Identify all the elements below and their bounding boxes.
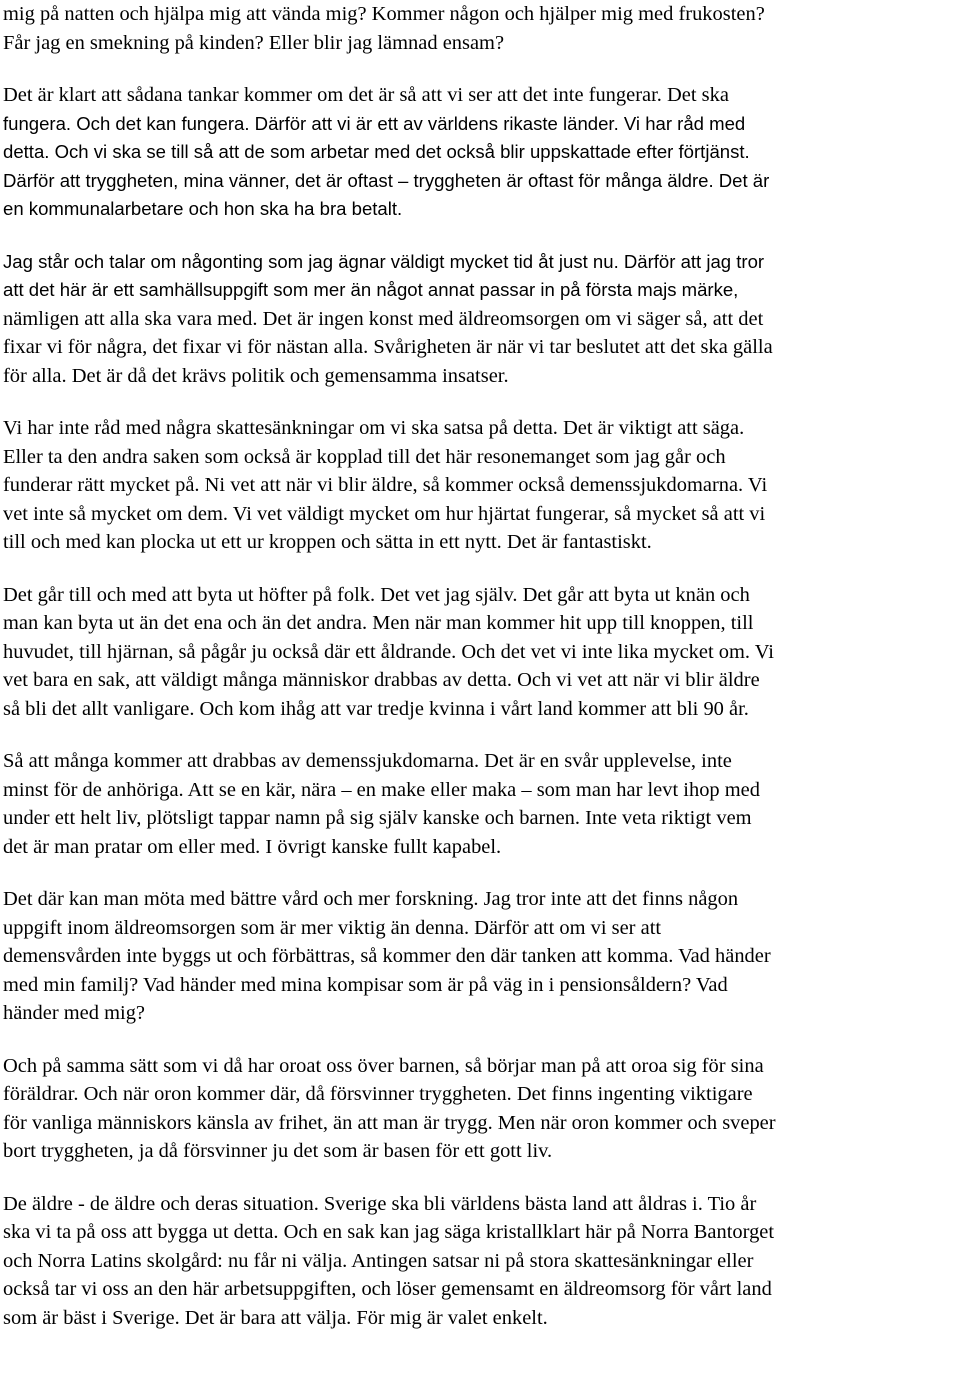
text-line: det är man pratar om eller med. I övrigt kanske fullt kapabel. xyxy=(3,835,502,858)
text-line: Det går till och med att byta ut höfter på folk. Det vet jag själv. Det går att byta ut knän och xyxy=(3,583,750,606)
text-line: föräldrar. Och när oron kommer där, då försvinner tryggheten. Det finns ingenting viktigare xyxy=(3,1083,753,1105)
text-line: minst för de anhöriga. Att se en kär, nära – en make eller maka – som man har levt ihop med xyxy=(3,778,761,801)
text-line: Så att många kommer att drabbas av demenssjukdomarna. Det är en svår upplevelse, inte xyxy=(3,750,732,772)
text-line: bort tryggheten, ja då försvinner ju det som är basen för ett gott liv. xyxy=(3,1140,553,1162)
paragraph xyxy=(3,747,955,861)
text-line: Det där kan man möta med bättre vård och mer forskning. Jag tror inte att det finns någon xyxy=(3,888,739,910)
paragraph xyxy=(3,414,955,557)
text-line: att det här är ett samhällsuppgift som mer än något annat passar in på första majs märke, xyxy=(3,279,739,300)
paragraph xyxy=(3,0,955,57)
text-line: vet bara en sak, att väldigt många människor drabbas av detta. Och vi vet att när vi blir äldre xyxy=(3,669,760,691)
text-line: funderar rätt mycket på. Ni vet att när vi blir äldre, så kommer också demenssjukdomarna. Vi xyxy=(3,474,768,496)
text-line: ska vi ta på oss att bygga ut detta. Och en sak kan jag säga kristallklart här på Norra Bantorget xyxy=(3,1221,775,1243)
text-line: Därför att tryggheten, mina vänner, det är oftast – tryggheten är oftast för många äldre. Det är xyxy=(3,169,770,191)
text-line: huvudet, till hjärnan, så pågår ju också där ett åldrande. Och det vet vi inte lika mycket om. Vi xyxy=(3,640,774,663)
text-line: en kommunalarbetare och hon ska ha bra betalt. xyxy=(3,198,403,219)
text-line: Och på samma sätt som vi då har oroat oss över barnen, så börjar man på att oroa sig för sina xyxy=(3,1054,764,1077)
text-line: händer med mig? xyxy=(3,1002,146,1024)
paragraph xyxy=(3,581,955,724)
text-line: Jag står och talar om någonting som jag ägnar väldigt mycket tid åt just nu. Därför att jag tror xyxy=(3,250,765,272)
paragraph xyxy=(3,81,955,224)
text-line: också tar vi oss an den här arbetsuppgiften, och löser gemensamt en äldreomsorg för vårt land xyxy=(3,1278,772,1300)
text-line: fixar vi för några, det fixar vi för nästan alla. Svårigheten är när vi tar beslutet att det ska gälla xyxy=(3,336,773,358)
text-line: som är bäst i Sverige. Det är bara att välja. För mig är valet enkelt. xyxy=(3,1306,548,1329)
text-line: detta. Och vi ska se till så att de som arbetar med det också blir uppskattade efter förtjänst. xyxy=(3,141,750,162)
document-body xyxy=(3,0,955,1356)
text-line: för alla. Det är då det krävs politik och gemensamma insatser. xyxy=(3,364,509,387)
text-line: för vanliga människors känsla av frihet, än att man är trygg. Men när oron kommer och sveper xyxy=(3,1111,776,1134)
text-line: nämligen att alla ska vara med. Det är ingen konst med äldreomsorgen om vi säger så, att det xyxy=(3,307,764,330)
text-line: med min familj? Vad händer med mina kompisar som är på väg in i pensionsåldern? Vad xyxy=(3,973,728,996)
text-line: Eller ta den andra saken som också är kopplad till det här resonemanget som jag går och xyxy=(3,445,726,468)
text-line: mig på natten och hjälpa mig att vända mig? Kommer någon och hjälper mig med frukosten? xyxy=(3,3,765,25)
text-line: uppgift inom äldreomsorgen som är mer viktig än denna. Därför att om vi ser att xyxy=(3,916,662,939)
paragraph xyxy=(3,1052,955,1166)
text-line: fungera. Och det kan fungera. Därför att vi är ett av världens rikaste länder. Vi har råd med xyxy=(3,112,746,134)
text-line: demensvården inte byggs ut och förbättras, så kommer den där tanken att komma. Vad händer xyxy=(3,945,771,967)
paragraph xyxy=(3,248,955,391)
text-line: så bli det allt vanligare. Och kom ihåg att var tredje kvinna i vårt land kommer att bli 90 år. xyxy=(3,697,749,720)
text-line: man kan byta ut än det ena och än det andra. Men när man kommer hit upp till knoppen, till xyxy=(3,612,754,634)
paragraph xyxy=(3,885,955,1028)
text-line: Får jag en smekning på kinden? Eller blir jag lämnad ensam? xyxy=(3,31,505,54)
text-line: och Norra Latins skolgård: nu får ni välja. Antingen satsar ni på stora skattesänkningar eller xyxy=(3,1249,754,1272)
text-line: Det är klart att sådana tankar kommer om det är så att vi ser att det inte fungerar. Det ska xyxy=(3,84,729,106)
paragraph xyxy=(3,1190,955,1333)
text-line: vet inte så mycket om dem. Vi vet väldigt mycket om hur hjärtat fungerar, så mycket så att vi xyxy=(3,502,766,525)
text-line: till och med kan plocka ut ett ur kroppen och sätta in ett nytt. Det är fantastiskt. xyxy=(3,531,652,553)
text-line: Vi har inte råd med några skattesänkningar om vi ska satsa på detta. Det är viktigt att säga. xyxy=(3,417,745,439)
text-line: De äldre - de äldre och deras situation. Sverige ska bli världens bästa land att åldras i. Tio år xyxy=(3,1192,757,1215)
text-line: under ett helt liv, plötsligt tappar namn på sig själv kanske och barnen. Inte veta riktigt vem xyxy=(3,807,752,829)
